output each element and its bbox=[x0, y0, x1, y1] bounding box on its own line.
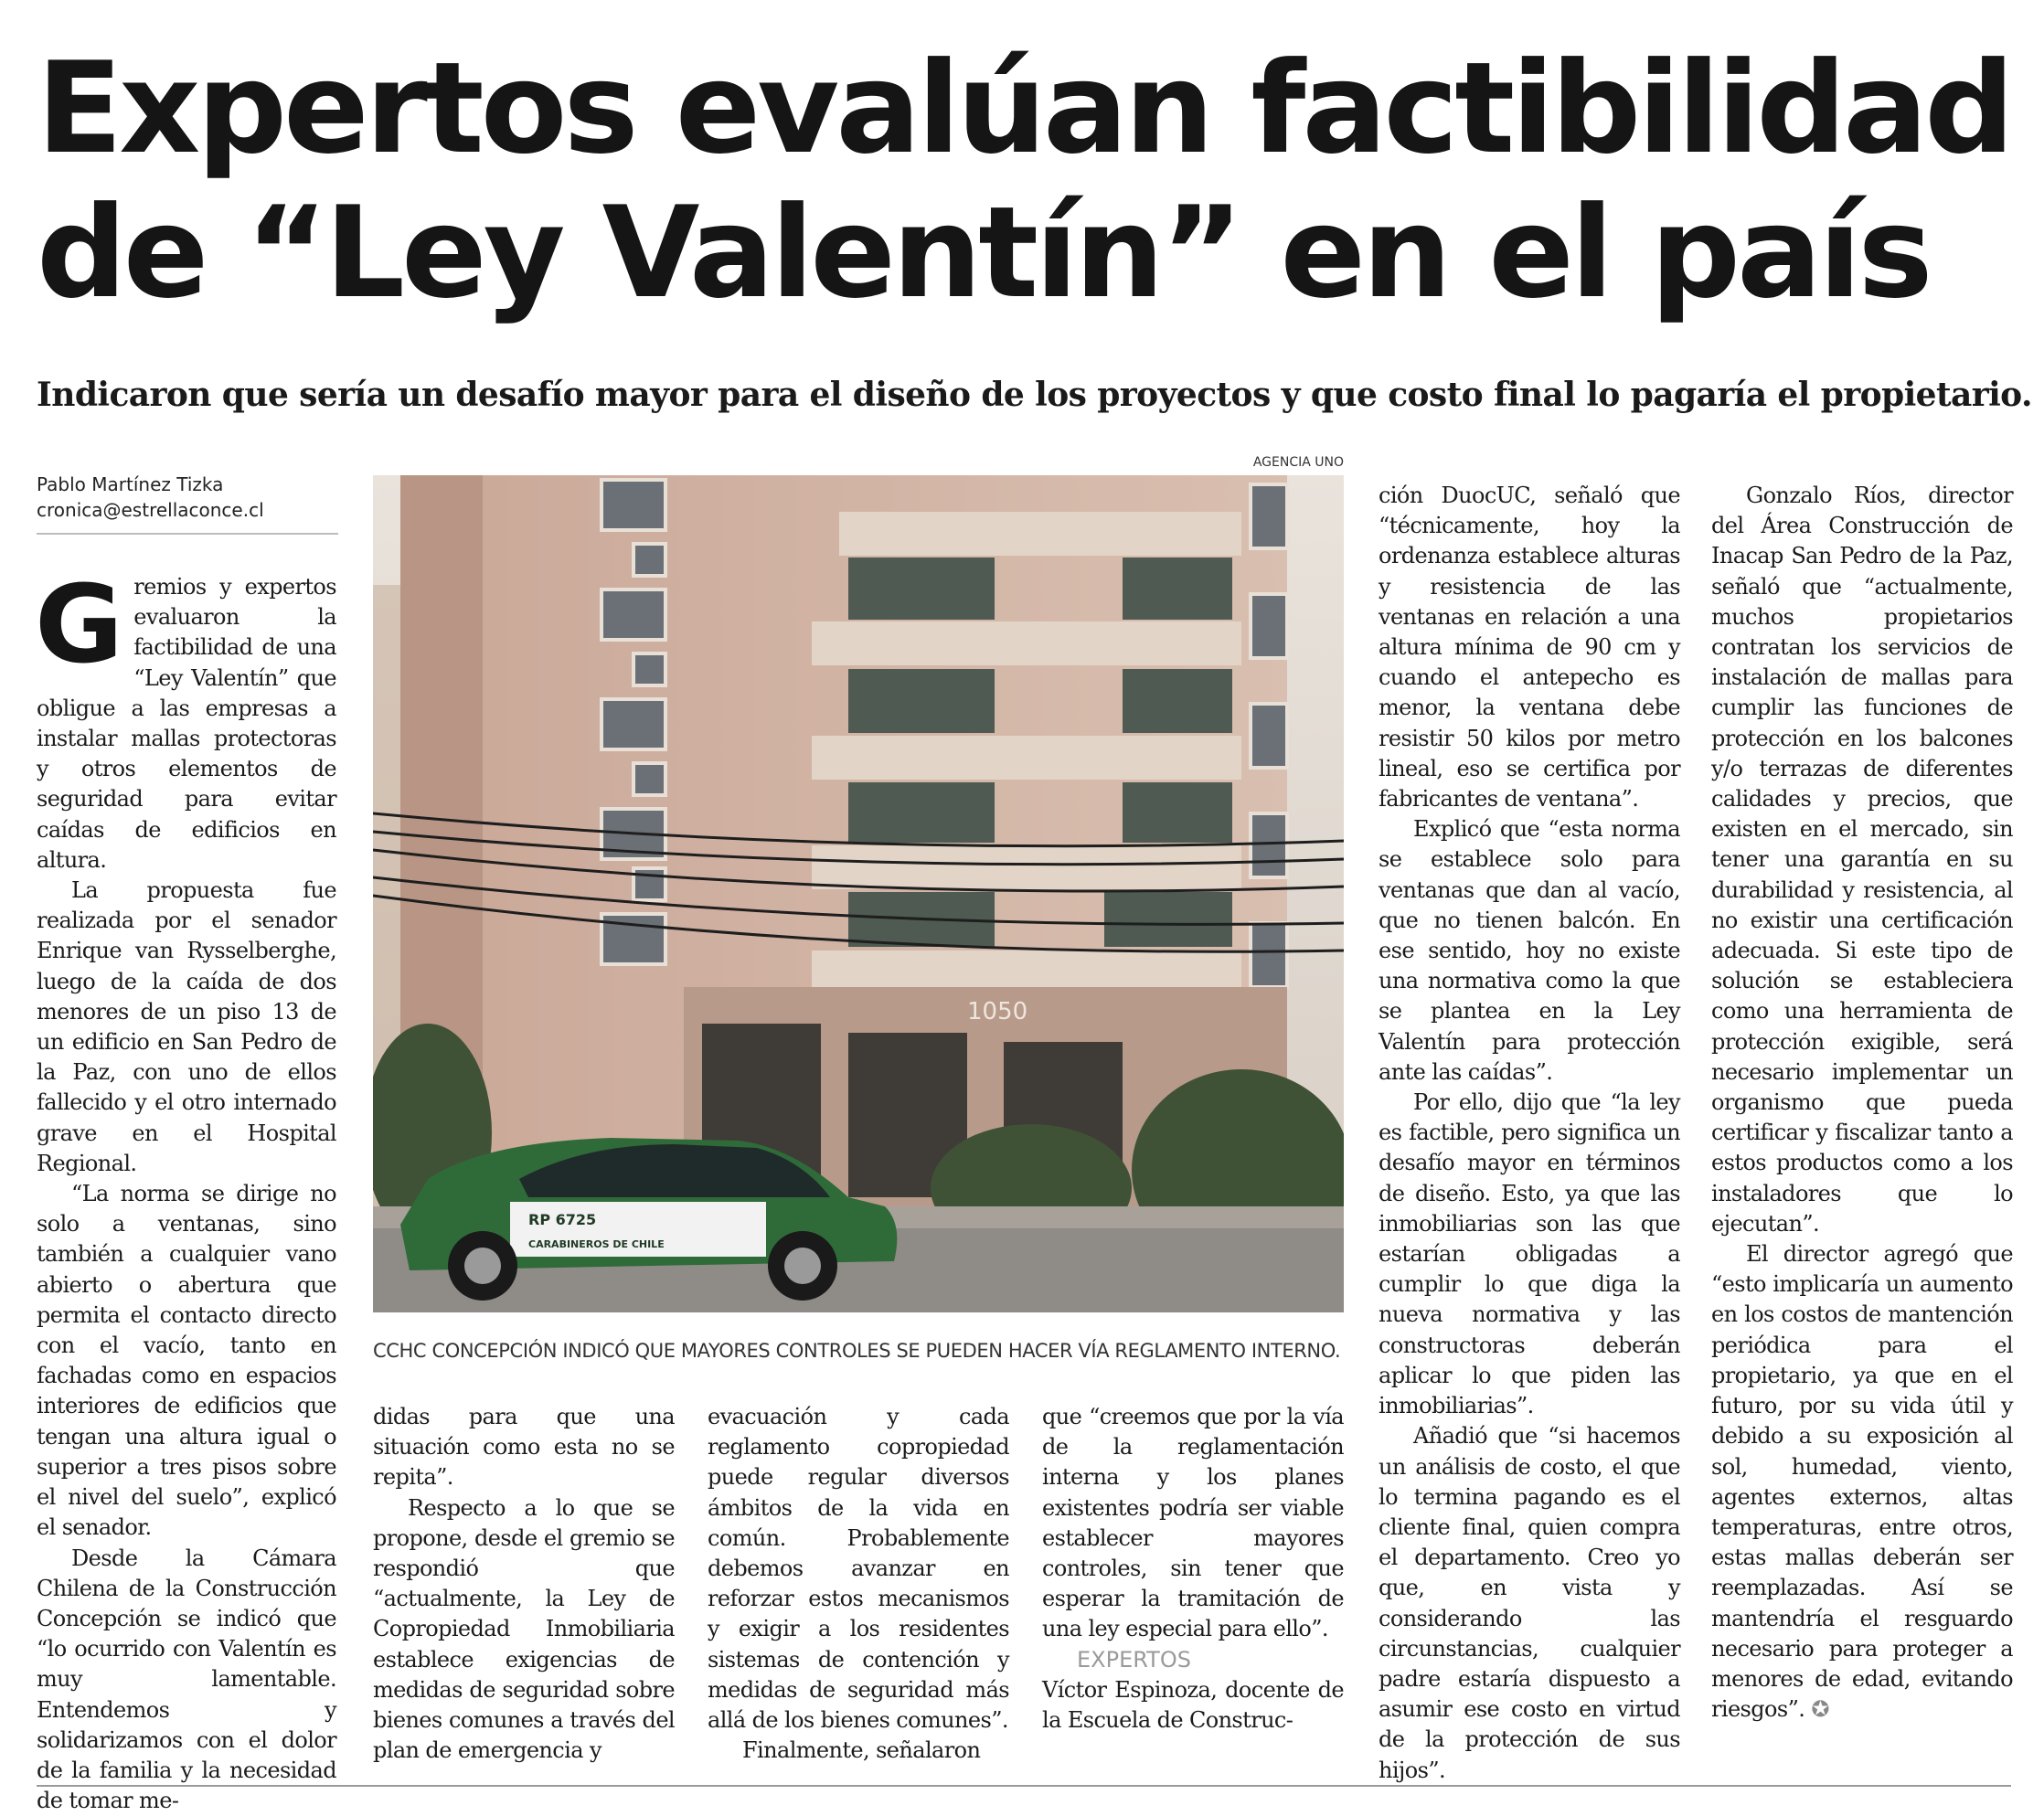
end-mark-icon: ✪ bbox=[1811, 1696, 1829, 1722]
drop-cap: G bbox=[35, 579, 122, 669]
article-paragraph: Gonzalo Ríos, director del Área Construcción de Inacap San Pedro de la Paz, señaló que “actualmente, muchos propietarios contratan los servicios de instalación de mallas para cumplir las funciones de protección en los balcones y/o terrazas de diferentes calidades y precios, que existen en el mercado, sin tener una garantía en su durabilidad y resistencia, al no existir una certificación adecuada. Si este tipo de solución se estableciera como una herramienta de protección exigible, será necesario implementar un organismo que pueda certificar y fiscalizar tanto a estos productos como a los instaladores que lo ejecutan”. bbox=[1711, 481, 2013, 1239]
article-paragraph: que “creemos que por la vía de la reglamentación interna y los planes existentes podría ser viable establecer mayores controles, sin tener que esperar la tramitación de una ley especial para ello”. bbox=[1042, 1402, 1344, 1645]
article-paragraph: Finalmente, señalaron bbox=[708, 1736, 1009, 1766]
article-column-1 bbox=[37, 572, 336, 1784]
article-column-6 bbox=[1711, 481, 2013, 1782]
article-paragraph: Explicó que “esta norma se establece solo para ventanas que dan al vacío, que no tienen balcón. En ese sentido, hoy no existe una normativa como la que se plantea en la Ley Valentín para protección ante las caídas”. bbox=[1379, 814, 1680, 1088]
photo-credit: AGENCIA UNO bbox=[1188, 455, 1344, 470]
byline-author: Pablo Martínez Tizka bbox=[37, 472, 338, 497]
article-paragraph: Respecto a lo que se propone, desde el gremio se respondió que “actualmente, la Ley de Copropiedad Inmobiliaria establece exigencias de medidas de seguridad sobre bienes comunes a través del plan de emergencia y bbox=[373, 1493, 675, 1767]
subheadline: Indicaron que sería un desafío mayor para el diseño de los proyectos y que costo final lo pagaría el propietario. bbox=[37, 373, 2011, 417]
article-paragraph: didas para que una situación como esta no se repita”. bbox=[373, 1402, 675, 1493]
article-photo bbox=[373, 475, 1344, 1312]
article-column-2 bbox=[373, 1402, 675, 1782]
article-paragraph: “La norma se dirige no solo a ventanas, sino también a cualquier vano abierto o abertura que permita el contacto directo con el vacío, tanto en fachadas como en espacios interiores de edificios que tengan una altura igual o superior a tres pisos sobre el nivel del suelo”, explicó el senador. bbox=[37, 1179, 336, 1543]
article-column-5 bbox=[1379, 481, 1680, 1782]
article-paragraph: ción DuocUC, señaló que “técnicamente, hoy la ordenanza establece alturas y resistencia de las ventanas en relación a una altura mínima de 90 cm y cuando el antepecho es menor, la ventana debe resistir 50 kilos por metro lineal, eso se certifica por fabricantes de ventana”. bbox=[1379, 481, 1680, 814]
bottom-divider bbox=[37, 1785, 2011, 1787]
article-paragraph: Desde la Cámara Chilena de la Construcción Concepción se indicó que “lo ocurrido con Valentín es muy lamentable. Entendemos y solidarizamos con el dolor de la familia y la necesidad de tomar me- bbox=[37, 1544, 336, 1816]
headline bbox=[37, 37, 2011, 325]
photo-caption: CCHC CONCEPCIÓN INDICÓ QUE MAYORES CONTROLES SE PUEDEN HACER VÍA REGLAMENTO INTERNO. bbox=[373, 1340, 1344, 1362]
section-label: EXPERTOS bbox=[1042, 1645, 1344, 1675]
building-number: 1050 bbox=[967, 998, 1027, 1025]
headline-line-1: Expertos evalúan factibilidad bbox=[37, 35, 2011, 182]
article-paragraph: Añadió que “si hacemos un análisis de costo, el que lo termina pagando es el cliente final, quien compra el departamento. Creo yo que, en vista y considerando las circunstancias, cualquier padre estaría dispuesto a asumir ese costo en virtud de la protección de sus hijos”. bbox=[1379, 1421, 1680, 1785]
article-column-4 bbox=[1042, 1402, 1344, 1782]
headline-line-2: de “Ley Valentín” en el país bbox=[37, 179, 1930, 326]
article-paragraph: Gremios y expertos evaluaron la factibilidad de una “Ley Valentín” que obligue a las empresas a instalar mallas protectoras y otros elementos de seguridad para evitar caídas de edificios en altura. bbox=[37, 572, 336, 876]
article-paragraph: Víctor Espinoza, docente de la Escuela de Construc- bbox=[1042, 1675, 1344, 1736]
car-plate: RP 6725 bbox=[528, 1211, 596, 1228]
car-label: CARABINEROS DE CHILE bbox=[528, 1238, 665, 1250]
article-paragraph: El director agregó que “esto implicaría un aumento en los costos de mantención periódica para el propietario, ya que en el futuro, por su vida útil y debido a su exposición al sol, humedad, viento, agentes externos, altas temperaturas, entre otros, estas mallas deberán ser reemplazadas. Así se mantendría el resguardo necesario para proteger a menores de edad, evitando riesgos”. ✪ bbox=[1711, 1239, 2013, 1725]
article-column-3 bbox=[708, 1402, 1009, 1782]
article-paragraph: La propuesta fue realizada por el senador Enrique van Rysselberghe, luego de la caída de dos menores de un piso 13 de un edificio en San Pedro de la Paz, con uno de ellos fallecido y el otro internado grave en el Hospital Regional. bbox=[37, 876, 336, 1179]
byline-divider bbox=[37, 533, 338, 535]
byline bbox=[37, 472, 338, 523]
byline-email[interactable]: cronica@estrellaconce.cl bbox=[37, 497, 338, 523]
building-photo-illustration bbox=[373, 475, 1344, 1312]
article-paragraph: evacuación y cada reglamento copropiedad puede regular diversos ámbitos de la vida en común. Probablemente debemos avanzar en reforzar estos mecanismos y exigir a los residentes sistemas de contención y medidas de seguridad más allá de los bienes comunes”. bbox=[708, 1402, 1009, 1736]
article-paragraph: Por ello, dijo que “la ley es factible, pero significa un desafío mayor en términos de diseño. Esto, ya que las inmobiliarias son las que estarían obligadas a cumplir lo que diga la nueva normativa y las constructoras deberán aplicar lo que piden las inmobiliarias”. bbox=[1379, 1088, 1680, 1421]
